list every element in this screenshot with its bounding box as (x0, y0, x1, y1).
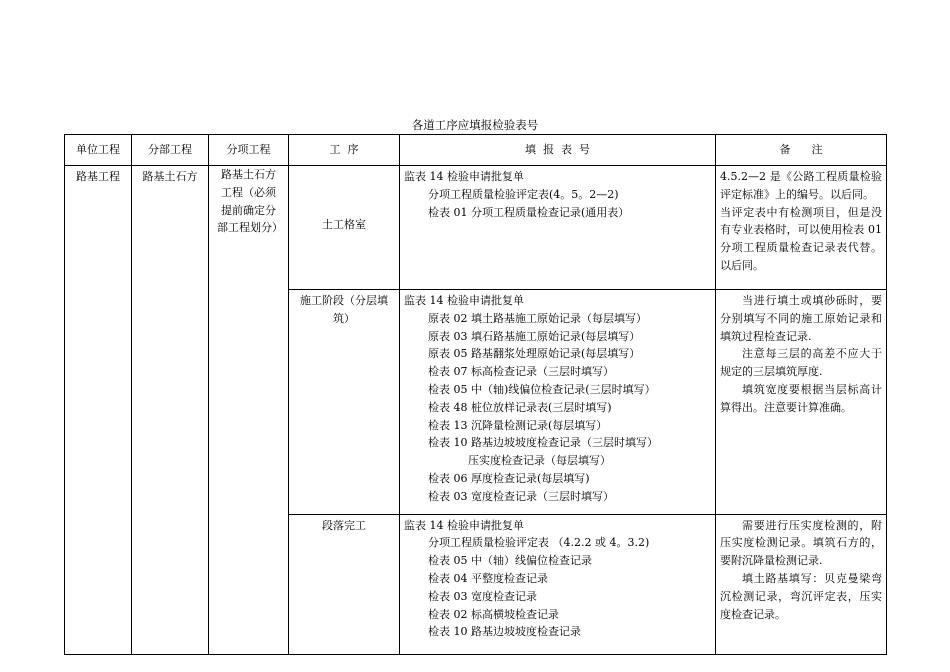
document-title: 各道工序应填报检验表号 (411, 118, 539, 132)
remark-paragraph: 填土路基填写：贝克曼梁弯沉检测记录，弯沉评定表，压实度检查记录。 (720, 571, 882, 621)
form-entry: 检表 10 路基边坡坡度检查记录 (428, 625, 581, 639)
form-entry: 压实度检查记录（每层填写） (468, 454, 611, 468)
header-forms: 填 报 表 号 (400, 135, 716, 166)
remark-paragraph: 当评定表中有检测项目，但是没有专业表格时，可以使用检表 01 分项工程质量检查记录表代替。以后同。 (720, 205, 882, 272)
division-cell: 路基土石方 (132, 166, 209, 655)
form-entry: 原表 03 填石路基施工原始记录(每层填写） (428, 329, 641, 343)
process-cell (289, 290, 400, 515)
form-entry: 检表 13 沉降量检测记录(每层填写） (428, 418, 608, 432)
form-entry: 分项工程质量检验评定表(4。5。2—2) (428, 187, 619, 201)
process-cell (289, 514, 400, 654)
form-entry: 检表 03 宽度检查记录 (428, 589, 537, 603)
form-entry: 检表 05 中（轴)线偏位检查记录(三层时填写） (428, 382, 656, 396)
header-row (65, 135, 887, 166)
process-label: 土工格室 (322, 217, 366, 231)
remark-paragraph: 当进行填土或填砂砾时，要分别填写不同的施工原始记录和填筑过程检查记录. (720, 294, 882, 343)
remark-paragraph: 需要进行压实度检测的，附压实度检测记录。填筑石方的，要附沉降量检测记录. (720, 518, 882, 568)
remark-paragraph: 注意每三层的高差不应大于规定的三层填筑厚度. (720, 347, 882, 379)
form-entry: 监表 14 检验申请批复单 (404, 294, 524, 307)
form-entry: 检表 05 中（轴）线偏位检查记录 (428, 554, 592, 568)
process-cell (289, 166, 400, 290)
subitem-cell: 路基土石方工程（必须提前确定分部工程划分） (209, 166, 289, 655)
form-entry: 检表 48 桩位放样记录表(三层时填写) (428, 400, 612, 414)
forms-cell (400, 290, 716, 515)
header-unit: 单位工程 (65, 135, 132, 166)
remarks-cell (716, 290, 887, 515)
form-entry: 检表 03 宽度检查记录（三层时填写） (428, 489, 614, 503)
form-entry: 检表 06 厚度检查记录(每层填写) (428, 471, 590, 485)
form-entry: 原表 05 路基翻浆处理原始记录(每层填写） (428, 347, 641, 361)
form-entry: 检表 10 路基边坡坡度检查记录（三层时填写） (428, 436, 658, 450)
form-entry: 监表 14 检验申请批复单 (404, 518, 524, 532)
inspection-forms-table (64, 134, 887, 655)
forms-cell (400, 514, 716, 654)
header-division: 分部工程 (132, 135, 209, 166)
form-entry: 监表 14 检验申请批复单 (404, 170, 524, 183)
header-subitem: 分项工程 (209, 135, 289, 166)
form-entry: 检表 02 标高横坡检查记录 (428, 607, 559, 621)
process-label: 施工阶段（分层填筑） (300, 294, 388, 325)
header-remarks: 备 注 (716, 135, 887, 166)
stage-row (65, 166, 887, 290)
header-process: 工 序 (289, 135, 400, 166)
remarks-cell (716, 166, 887, 290)
remark-paragraph: 填筑宽度要根据当层标高计算得出。注意要计算准确。 (720, 382, 882, 414)
form-entry: 检表 01 分项工程质量检查记录(通用表） (428, 205, 630, 219)
form-entry: 原表 02 填土路基施工原始记录（每层填写） (428, 311, 647, 325)
form-entry: 检表 04 平整度检查记录 (428, 571, 548, 585)
form-entry: 分项工程质量检验评定表 （4.2.2 或 4。3.2) (428, 536, 650, 550)
process-label: 段落完工 (322, 518, 366, 532)
remarks-cell (716, 514, 887, 654)
remark-paragraph: 4.5.2—2 是《公路工程质量检验评定标准》上的编号。以后同。 (720, 170, 882, 201)
unit-cell: 路基工程 (65, 166, 132, 655)
form-entry: 检表 07 标高检查记录（三层时填写） (428, 365, 614, 379)
forms-cell (400, 166, 716, 290)
